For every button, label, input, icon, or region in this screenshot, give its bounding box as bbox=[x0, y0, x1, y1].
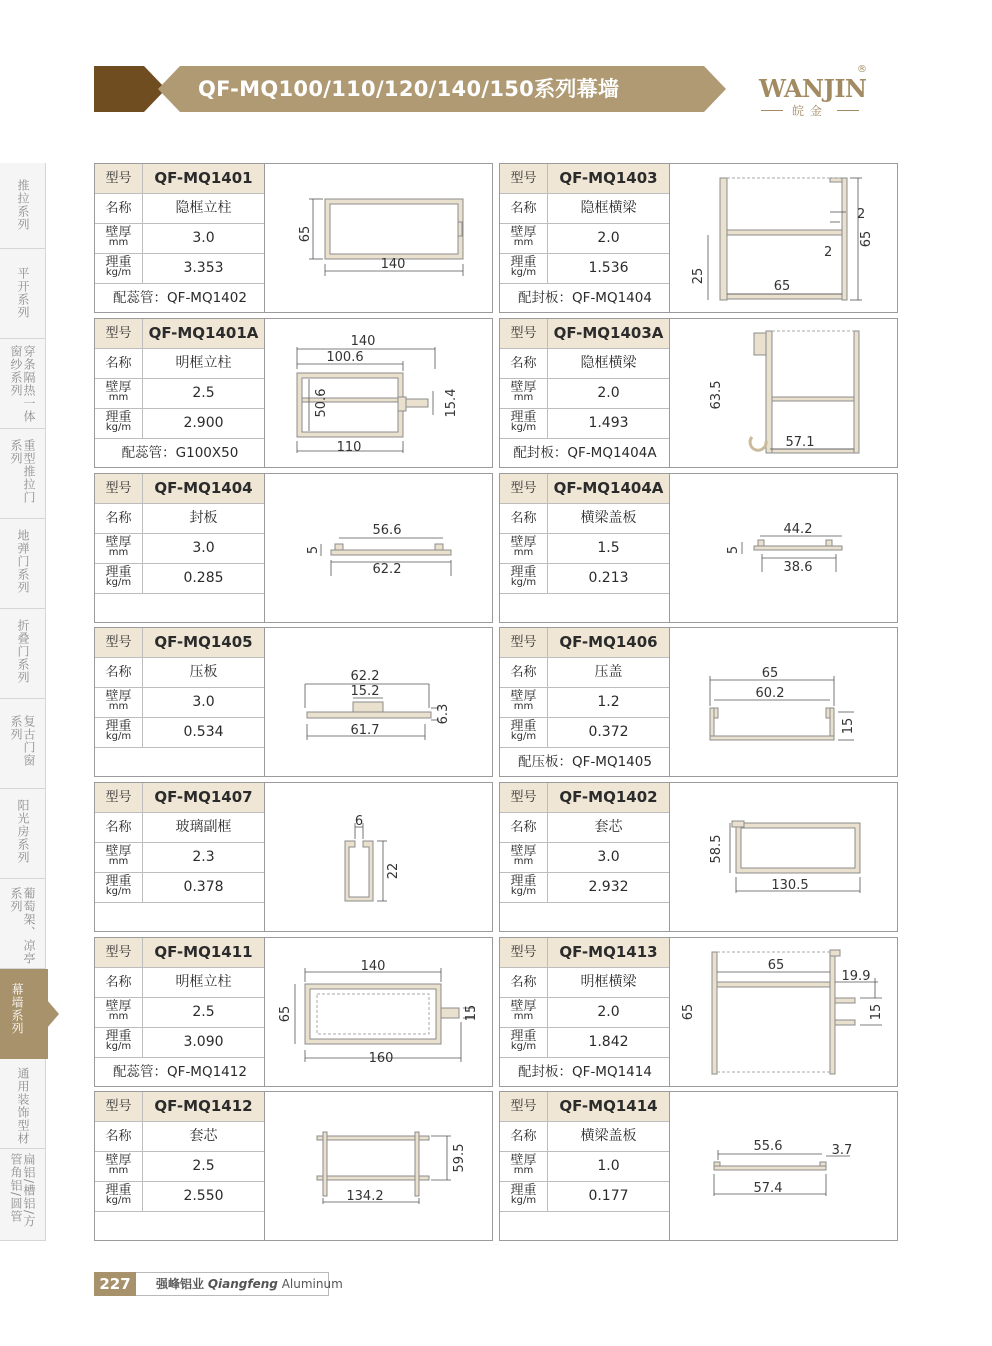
model-row: 型号 QF-MQ1403 bbox=[500, 164, 670, 194]
weight-row: 理重 kg/m 0.213 bbox=[500, 564, 670, 594]
profile-drawing bbox=[265, 938, 492, 1086]
weight-row: 理重 kg/m 2.932 bbox=[500, 873, 670, 903]
weight-row: 理重 kg/m 2.900 bbox=[95, 409, 265, 439]
profile-name: 封板 bbox=[189, 510, 218, 526]
profile-card bbox=[499, 627, 898, 777]
profile-name: 压板 bbox=[189, 664, 218, 680]
wall-thickness: 2.0 bbox=[597, 230, 620, 246]
svg-text:62.2: 62.2 bbox=[350, 669, 380, 684]
profile-drawing bbox=[670, 628, 897, 776]
name-row: 名称 横梁盖板 bbox=[500, 504, 670, 534]
profile-drawing bbox=[670, 164, 897, 312]
svg-text:55.6: 55.6 bbox=[753, 1139, 783, 1154]
wall-row: 壁厚 mm 1.5 bbox=[500, 534, 670, 564]
svg-text:134.2: 134.2 bbox=[346, 1189, 384, 1204]
profile-drawing bbox=[265, 628, 492, 776]
wall-thickness: 2.0 bbox=[597, 385, 620, 401]
profile-drawing bbox=[670, 938, 897, 1086]
side-tab-push-pull[interactable]: 推拉系列 bbox=[0, 163, 46, 249]
svg-text:15.4: 15.4 bbox=[444, 388, 459, 418]
theoretical-weight: 0.213 bbox=[588, 570, 629, 586]
svg-text:5: 5 bbox=[306, 545, 321, 555]
profile-card bbox=[499, 473, 898, 623]
svg-text:65: 65 bbox=[761, 666, 779, 681]
wall-thickness: 2.5 bbox=[192, 1004, 215, 1020]
theoretical-weight: 2.900 bbox=[183, 415, 224, 431]
svg-text:140: 140 bbox=[360, 959, 386, 974]
svg-text:140: 140 bbox=[380, 257, 406, 272]
model-row: 型号 QF-MQ1413 bbox=[500, 938, 670, 968]
svg-text:61.7: 61.7 bbox=[350, 723, 380, 738]
svg-text:2: 2 bbox=[824, 245, 833, 260]
profile-drawing bbox=[265, 1092, 492, 1240]
profile-name: 套芯 bbox=[594, 819, 623, 835]
model-code: QF-MQ1407 bbox=[154, 788, 253, 806]
model-code: QF-MQ1411 bbox=[154, 943, 253, 961]
wall-thickness: 2.5 bbox=[192, 1158, 215, 1174]
weight-row: 理重 kg/m 0.534 bbox=[95, 718, 265, 748]
header-dark-block bbox=[94, 66, 166, 112]
theoretical-weight: 1.493 bbox=[588, 415, 629, 431]
wall-thickness: 3.0 bbox=[597, 849, 620, 865]
wall-thickness: 3.0 bbox=[192, 540, 215, 556]
svg-text:25: 25 bbox=[691, 267, 706, 285]
svg-text:38.6: 38.6 bbox=[783, 560, 813, 575]
model-code: QF-MQ1403 bbox=[559, 169, 658, 187]
profile-drawing bbox=[265, 783, 492, 931]
name-row: 名称 明框立柱 bbox=[95, 968, 265, 998]
profile-name: 玻璃副框 bbox=[175, 819, 232, 835]
accessory-note: 配压板：QF-MQ1405 bbox=[518, 754, 652, 770]
theoretical-weight: 0.534 bbox=[183, 724, 224, 740]
theoretical-weight: 0.177 bbox=[588, 1188, 629, 1204]
brand-logo bbox=[757, 64, 867, 120]
theoretical-weight: 0.378 bbox=[183, 879, 224, 895]
svg-text:62.2: 62.2 bbox=[372, 562, 402, 577]
svg-text:19.9: 19.9 bbox=[841, 969, 871, 984]
model-code: QF-MQ1414 bbox=[559, 1097, 658, 1115]
wall-thickness: 2.0 bbox=[597, 1004, 620, 1020]
profile-drawing bbox=[670, 474, 897, 622]
wall-thickness: 2.5 bbox=[192, 385, 215, 401]
svg-text:65: 65 bbox=[681, 1003, 696, 1021]
name-row: 名称 明框立柱 bbox=[95, 349, 265, 379]
name-row: 名称 隐框立柱 bbox=[95, 194, 265, 224]
name-row: 名称 压板 bbox=[95, 658, 265, 688]
model-row: 型号 QF-MQ1403A bbox=[500, 319, 670, 349]
model-row: 型号 QF-MQ1402 bbox=[500, 783, 670, 813]
wall-thickness: 2.3 bbox=[192, 849, 215, 865]
svg-text:15.2: 15.2 bbox=[350, 684, 380, 699]
svg-text:140: 140 bbox=[350, 334, 376, 349]
profile-card bbox=[94, 318, 493, 468]
accessory-note: 配封板：QF-MQ1404 bbox=[518, 290, 652, 306]
svg-text:50.6: 50.6 bbox=[314, 388, 329, 418]
wall-row: 壁厚 mm 2.5 bbox=[95, 379, 265, 409]
side-tab-casement[interactable]: 平开系列 bbox=[0, 249, 46, 339]
svg-text:59.5: 59.5 bbox=[452, 1143, 467, 1173]
wall-row: 壁厚 mm 3.0 bbox=[95, 224, 265, 254]
model-row: 型号 QF-MQ1405 bbox=[95, 628, 265, 658]
profile-card bbox=[94, 473, 493, 623]
model-row: 型号 QF-MQ1407 bbox=[95, 783, 265, 813]
side-tab-thermal-break[interactable]: 穿条隔热一体窗纱系列 bbox=[0, 339, 46, 429]
name-row: 名称 横梁盖板 bbox=[500, 1122, 670, 1152]
profile-card bbox=[499, 163, 898, 313]
model-row: 型号 QF-MQ1406 bbox=[500, 628, 670, 658]
name-row: 名称 玻璃副框 bbox=[95, 813, 265, 843]
model-row: 型号 QF-MQ1401 bbox=[95, 164, 265, 194]
page-title: QF-MQ100/110/120/140/150系列幕墙 bbox=[198, 77, 620, 101]
wall-thickness: 1.5 bbox=[597, 540, 620, 556]
profile-card bbox=[94, 937, 493, 1087]
footer-brand: 强峰铝业 Qiangfeng Aluminum bbox=[136, 1272, 329, 1296]
wall-row: 壁厚 mm 3.0 bbox=[95, 688, 265, 718]
weight-row: 理重 kg/m 0.285 bbox=[95, 564, 265, 594]
theoretical-weight: 1.536 bbox=[588, 260, 629, 276]
svg-text:65: 65 bbox=[298, 225, 313, 243]
model-row: 型号 QF-MQ1401A bbox=[95, 319, 265, 349]
svg-text:65: 65 bbox=[278, 1005, 293, 1023]
profile-name: 隐框横梁 bbox=[580, 200, 637, 216]
model-code: QF-MQ1406 bbox=[559, 633, 658, 651]
accessory-note: 配封板：QF-MQ1414 bbox=[518, 1064, 652, 1080]
name-row: 名称 套芯 bbox=[500, 813, 670, 843]
name-row: 名称 压盖 bbox=[500, 658, 670, 688]
wall-row: 壁厚 mm 3.0 bbox=[95, 534, 265, 564]
side-tab-retro-windows[interactable]: 复古门窗系列 bbox=[0, 699, 46, 789]
weight-row: 理重 kg/m 0.177 bbox=[500, 1182, 670, 1212]
model-row: 型号 QF-MQ1404 bbox=[95, 474, 265, 504]
svg-text:63.5: 63.5 bbox=[709, 380, 724, 410]
page-number: 227 bbox=[94, 1272, 136, 1296]
model-code: QF-MQ1403A bbox=[553, 324, 664, 342]
model-code: QF-MQ1402 bbox=[559, 788, 658, 806]
profile-card bbox=[499, 1091, 898, 1241]
name-row: 名称 隐框横梁 bbox=[500, 349, 670, 379]
wall-row: 壁厚 mm 2.3 bbox=[95, 843, 265, 873]
svg-text:57.1: 57.1 bbox=[785, 435, 815, 450]
weight-row: 理重 kg/m 0.372 bbox=[500, 718, 670, 748]
profile-card bbox=[94, 782, 493, 932]
weight-row: 理重 kg/m 1.842 bbox=[500, 1028, 670, 1058]
accessory-note: 配封板：QF-MQ1404A bbox=[513, 445, 657, 461]
svg-text:110: 110 bbox=[336, 440, 362, 455]
profile-drawing bbox=[670, 1092, 897, 1240]
model-code: QF-MQ1404A bbox=[553, 479, 664, 497]
profile-name: 明框立柱 bbox=[175, 355, 232, 371]
profile-name: 明框立柱 bbox=[175, 974, 232, 990]
registered-mark: ® bbox=[857, 64, 867, 75]
profile-card bbox=[94, 627, 493, 777]
weight-row: 理重 kg/m 1.536 bbox=[500, 254, 670, 284]
side-tab-curtain-wall[interactable]: 幕墙系列 bbox=[0, 969, 48, 1059]
wall-row: 壁厚 mm 1.0 bbox=[500, 1152, 670, 1182]
svg-text:57.4: 57.4 bbox=[753, 1181, 783, 1196]
profile-name: 压盖 bbox=[594, 664, 623, 680]
side-tab-folding-door[interactable]: 折叠门系列 bbox=[0, 609, 46, 699]
svg-text:6: 6 bbox=[354, 814, 364, 829]
wall-row: 壁厚 mm 1.2 bbox=[500, 688, 670, 718]
profile-name: 横梁盖板 bbox=[580, 510, 637, 526]
profile-drawing bbox=[265, 164, 492, 312]
profile-name: 隐框横梁 bbox=[580, 355, 637, 371]
wall-thickness: 3.0 bbox=[192, 694, 215, 710]
side-tab-pergola[interactable]: 葡萄架、凉亭系列 bbox=[0, 879, 46, 969]
wall-row: 壁厚 mm 2.5 bbox=[95, 998, 265, 1028]
svg-text:60.2: 60.2 bbox=[755, 686, 785, 701]
name-row: 名称 封板 bbox=[95, 504, 265, 534]
profile-drawing bbox=[265, 474, 492, 622]
svg-text:3.7: 3.7 bbox=[831, 1143, 853, 1158]
svg-text:6.3: 6.3 bbox=[436, 703, 451, 725]
profile-name: 套芯 bbox=[189, 1128, 218, 1144]
side-tab-general-decor[interactable]: 通用装饰型材 bbox=[0, 1059, 46, 1149]
svg-text:100.6: 100.6 bbox=[326, 350, 364, 365]
svg-text:15: 15 bbox=[464, 1004, 479, 1022]
theoretical-weight: 3.353 bbox=[183, 260, 224, 276]
weight-row: 理重 kg/m 3.090 bbox=[95, 1028, 265, 1058]
model-code: QF-MQ1413 bbox=[559, 943, 658, 961]
weight-row: 理重 kg/m 1.493 bbox=[500, 409, 670, 439]
wall-thickness: 3.0 bbox=[192, 230, 215, 246]
side-tab-flat-bar-tubes[interactable]: 扁铝/槽铝/方管角铝/圆管 bbox=[0, 1149, 46, 1241]
svg-text:15: 15 bbox=[869, 1003, 884, 1021]
model-row: 型号 QF-MQ1411 bbox=[95, 938, 265, 968]
accessory-note: 配蕊管：G100X50 bbox=[121, 445, 239, 461]
svg-text:130.5: 130.5 bbox=[771, 878, 809, 893]
model-code: QF-MQ1401 bbox=[154, 169, 253, 187]
theoretical-weight: 2.932 bbox=[588, 879, 629, 895]
model-code: QF-MQ1401A bbox=[148, 324, 259, 342]
logo-subtitle: 皖金 bbox=[765, 102, 855, 119]
model-row: 型号 QF-MQ1404A bbox=[500, 474, 670, 504]
theoretical-weight: 2.550 bbox=[183, 1188, 224, 1204]
wall-thickness: 1.0 bbox=[597, 1158, 620, 1174]
accessory-note: 配蕊管：QF-MQ1412 bbox=[113, 1064, 247, 1080]
wall-row: 壁厚 mm 2.0 bbox=[500, 379, 670, 409]
theoretical-weight: 0.372 bbox=[588, 724, 629, 740]
name-row: 名称 套芯 bbox=[95, 1122, 265, 1152]
model-code: QF-MQ1404 bbox=[154, 479, 253, 497]
model-code: QF-MQ1405 bbox=[154, 633, 253, 651]
logo-wordmark: WANJIN bbox=[759, 74, 867, 103]
profile-card bbox=[499, 937, 898, 1087]
profile-card bbox=[94, 163, 493, 313]
svg-text:5: 5 bbox=[726, 545, 741, 555]
name-row: 名称 隐框横梁 bbox=[500, 194, 670, 224]
svg-text:15: 15 bbox=[841, 717, 856, 735]
side-tab-floor-spring-door[interactable]: 地弹门系列 bbox=[0, 519, 46, 609]
svg-text:2: 2 bbox=[857, 207, 866, 222]
weight-row: 理重 kg/m 3.353 bbox=[95, 254, 265, 284]
wall-thickness: 1.2 bbox=[597, 694, 620, 710]
svg-text:56.6: 56.6 bbox=[372, 523, 402, 538]
svg-text:58.5: 58.5 bbox=[709, 834, 724, 864]
weight-row: 理重 kg/m 0.378 bbox=[95, 873, 265, 903]
profile-card bbox=[499, 782, 898, 932]
wall-row: 壁厚 mm 2.5 bbox=[95, 1152, 265, 1182]
theoretical-weight: 1.842 bbox=[588, 1034, 629, 1050]
profile-card bbox=[499, 318, 898, 468]
side-tab-heavy-sliding-door[interactable]: 重型推拉门系列 bbox=[0, 429, 46, 519]
wall-row: 壁厚 mm 2.0 bbox=[500, 224, 670, 254]
profile-name: 隐框立柱 bbox=[175, 200, 232, 216]
svg-text:65: 65 bbox=[767, 958, 785, 973]
wall-row: 壁厚 mm 3.0 bbox=[500, 843, 670, 873]
profile-name: 横梁盖板 bbox=[580, 1128, 637, 1144]
svg-text:65: 65 bbox=[859, 230, 874, 248]
side-tab-sunroom[interactable]: 阳光房系列 bbox=[0, 789, 46, 879]
profile-drawing bbox=[265, 319, 492, 467]
theoretical-weight: 0.285 bbox=[183, 570, 224, 586]
svg-text:160: 160 bbox=[368, 1051, 394, 1066]
model-code: QF-MQ1412 bbox=[154, 1097, 253, 1115]
theoretical-weight: 3.090 bbox=[183, 1034, 224, 1050]
name-row: 名称 明框横梁 bbox=[500, 968, 670, 998]
model-row: 型号 QF-MQ1414 bbox=[500, 1092, 670, 1122]
profile-name: 明框横梁 bbox=[580, 974, 637, 990]
wall-row: 壁厚 mm 2.0 bbox=[500, 998, 670, 1028]
svg-text:22: 22 bbox=[386, 862, 401, 880]
svg-text:65: 65 bbox=[773, 279, 791, 294]
model-row: 型号 QF-MQ1412 bbox=[95, 1092, 265, 1122]
profile-drawing bbox=[670, 319, 897, 467]
svg-text:44.2: 44.2 bbox=[783, 522, 813, 537]
profile-drawing bbox=[670, 783, 897, 931]
weight-row: 理重 kg/m 2.550 bbox=[95, 1182, 265, 1212]
profile-card bbox=[94, 1091, 493, 1241]
accessory-note: 配蕊管：QF-MQ1402 bbox=[113, 290, 247, 306]
